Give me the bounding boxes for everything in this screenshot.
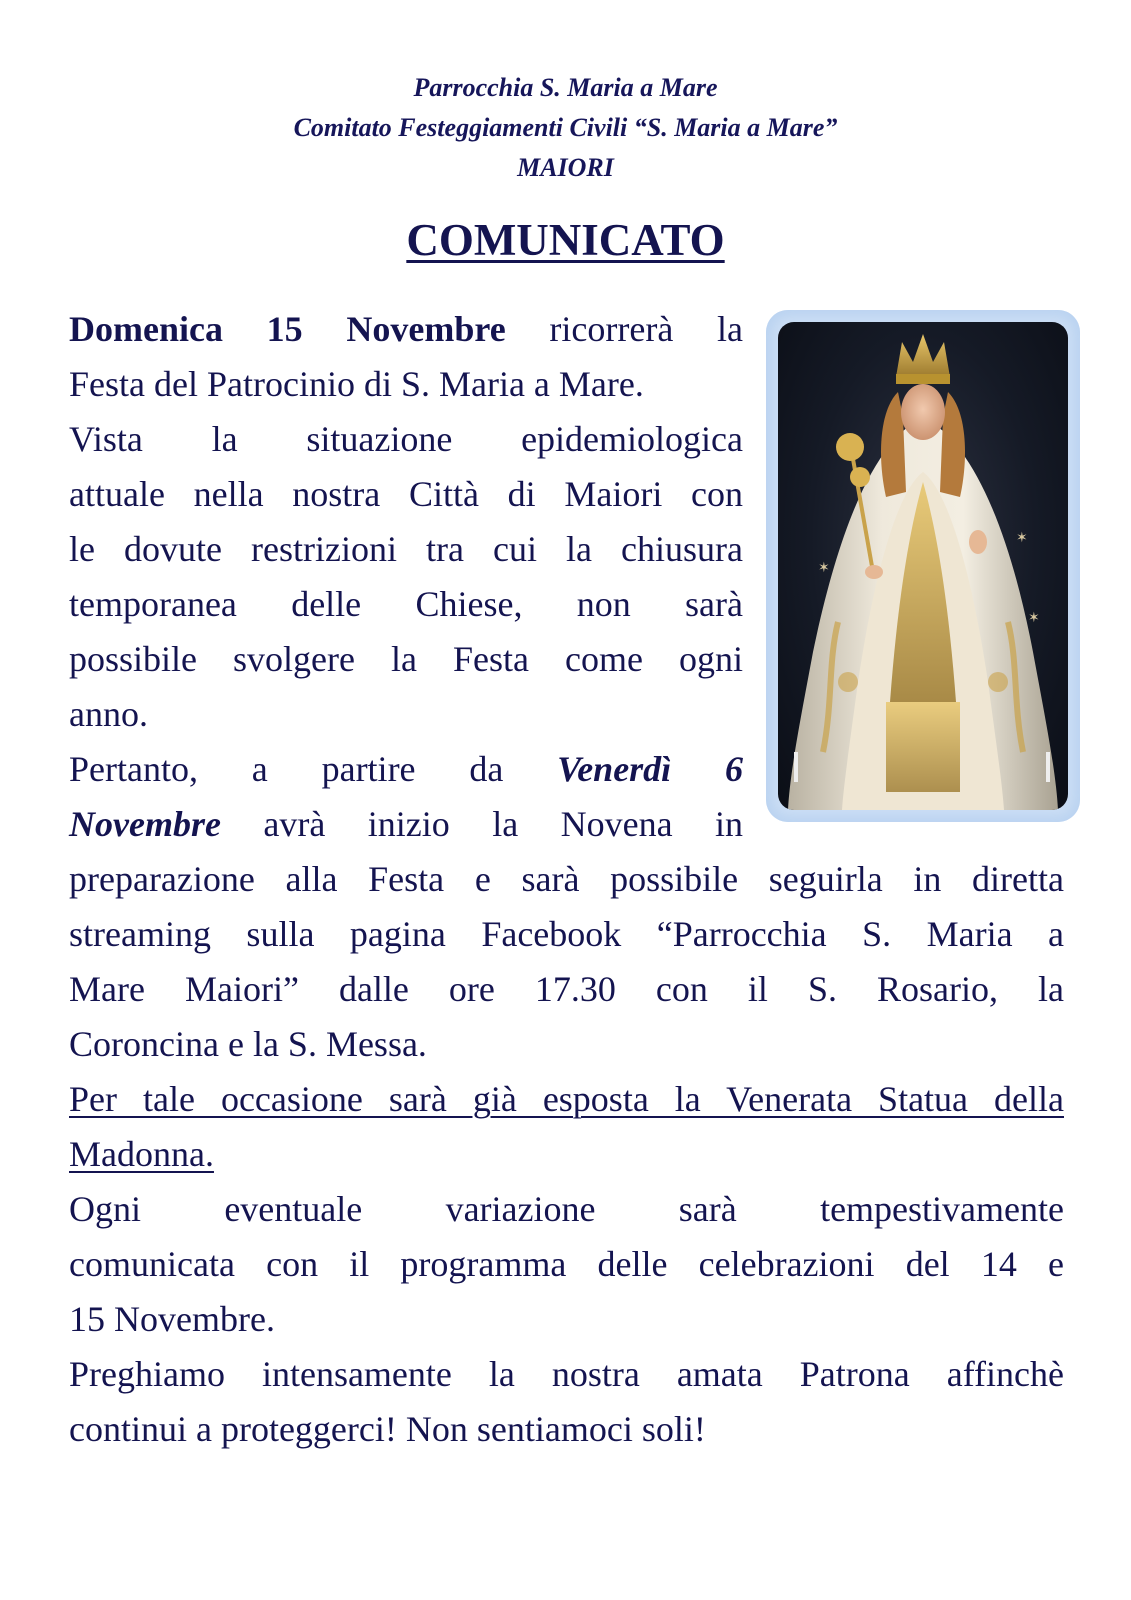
svg-text:✶: ✶	[1016, 530, 1028, 546]
text-line: temporanea delle Chiese, non sarà	[69, 584, 743, 624]
page-title: COMUNICATO	[406, 215, 725, 265]
text-line: Domenica 15 Novembre ricorrerà la	[69, 309, 744, 349]
text-column-beside-image	[69, 302, 743, 852]
text-line: Novembre avrà inizio la Novena in	[69, 804, 743, 844]
text-line: Festa del Patrocinio di S. Maria a Mare.	[69, 364, 644, 404]
underlined-notice: Per tale occasione sarà già esposta la Venerata Statua della	[69, 1079, 1064, 1119]
text-line: Ogni eventuale variazione sarà tempestivamente	[69, 1189, 1064, 1229]
text-line: anno.	[69, 694, 148, 734]
parish-name: Parrocchia S. Maria a Mare	[413, 73, 718, 102]
event-date: Domenica 15 Novembre	[69, 309, 506, 349]
text-line: attuale nella nostra Città di Maiori con	[69, 474, 743, 514]
text-line	[69, 1072, 1064, 1127]
text-line: possibile svolgere la Festa come ogni	[69, 639, 743, 679]
text-line: Vista la situazione epidemiologica	[69, 419, 743, 459]
parish-header	[0, 68, 1131, 188]
novena-start-month: Novembre	[69, 804, 221, 844]
text-column-full-width	[69, 852, 1131, 1457]
novena-start-date: Venerdì 6	[557, 749, 744, 789]
text-line: streaming sulla pagina Facebook “Parrocchia S. Maria a	[69, 914, 1064, 954]
text-line: le dovute restrizioni tra cui la chiusura	[69, 529, 743, 569]
text-line: Mare Maiori” dalle ore 17.30 con il S. Rosario, la	[69, 969, 1064, 1009]
text-line: preparazione alla Festa e sarà possibile seguirla in diretta	[69, 859, 1064, 899]
svg-text:✶: ✶	[818, 560, 830, 576]
text-line: Preghiamo intensamente la nostra amata Patrona affinchè	[69, 1354, 1064, 1394]
town-name: MAIORI	[517, 153, 614, 182]
committee-name: Comitato Festeggiamenti Civili “S. Maria a Mare”	[293, 113, 838, 142]
text-line: comunicata con il programma delle celebrazioni del 14 e	[69, 1244, 1064, 1284]
announcement-body	[69, 302, 1131, 1457]
text-line: Coroncina e la S. Messa.	[69, 1024, 427, 1064]
text-line: continui a proteggerci! Non sentiamoci soli!	[69, 1409, 706, 1449]
text-line: 15 Novembre.	[69, 1299, 275, 1339]
text-line	[69, 1127, 1064, 1182]
underlined-notice: Madonna.	[69, 1134, 214, 1174]
svg-text:✶: ✶	[1028, 610, 1040, 626]
text-line: Pertanto, a partire da Venerdì 6	[69, 749, 744, 789]
